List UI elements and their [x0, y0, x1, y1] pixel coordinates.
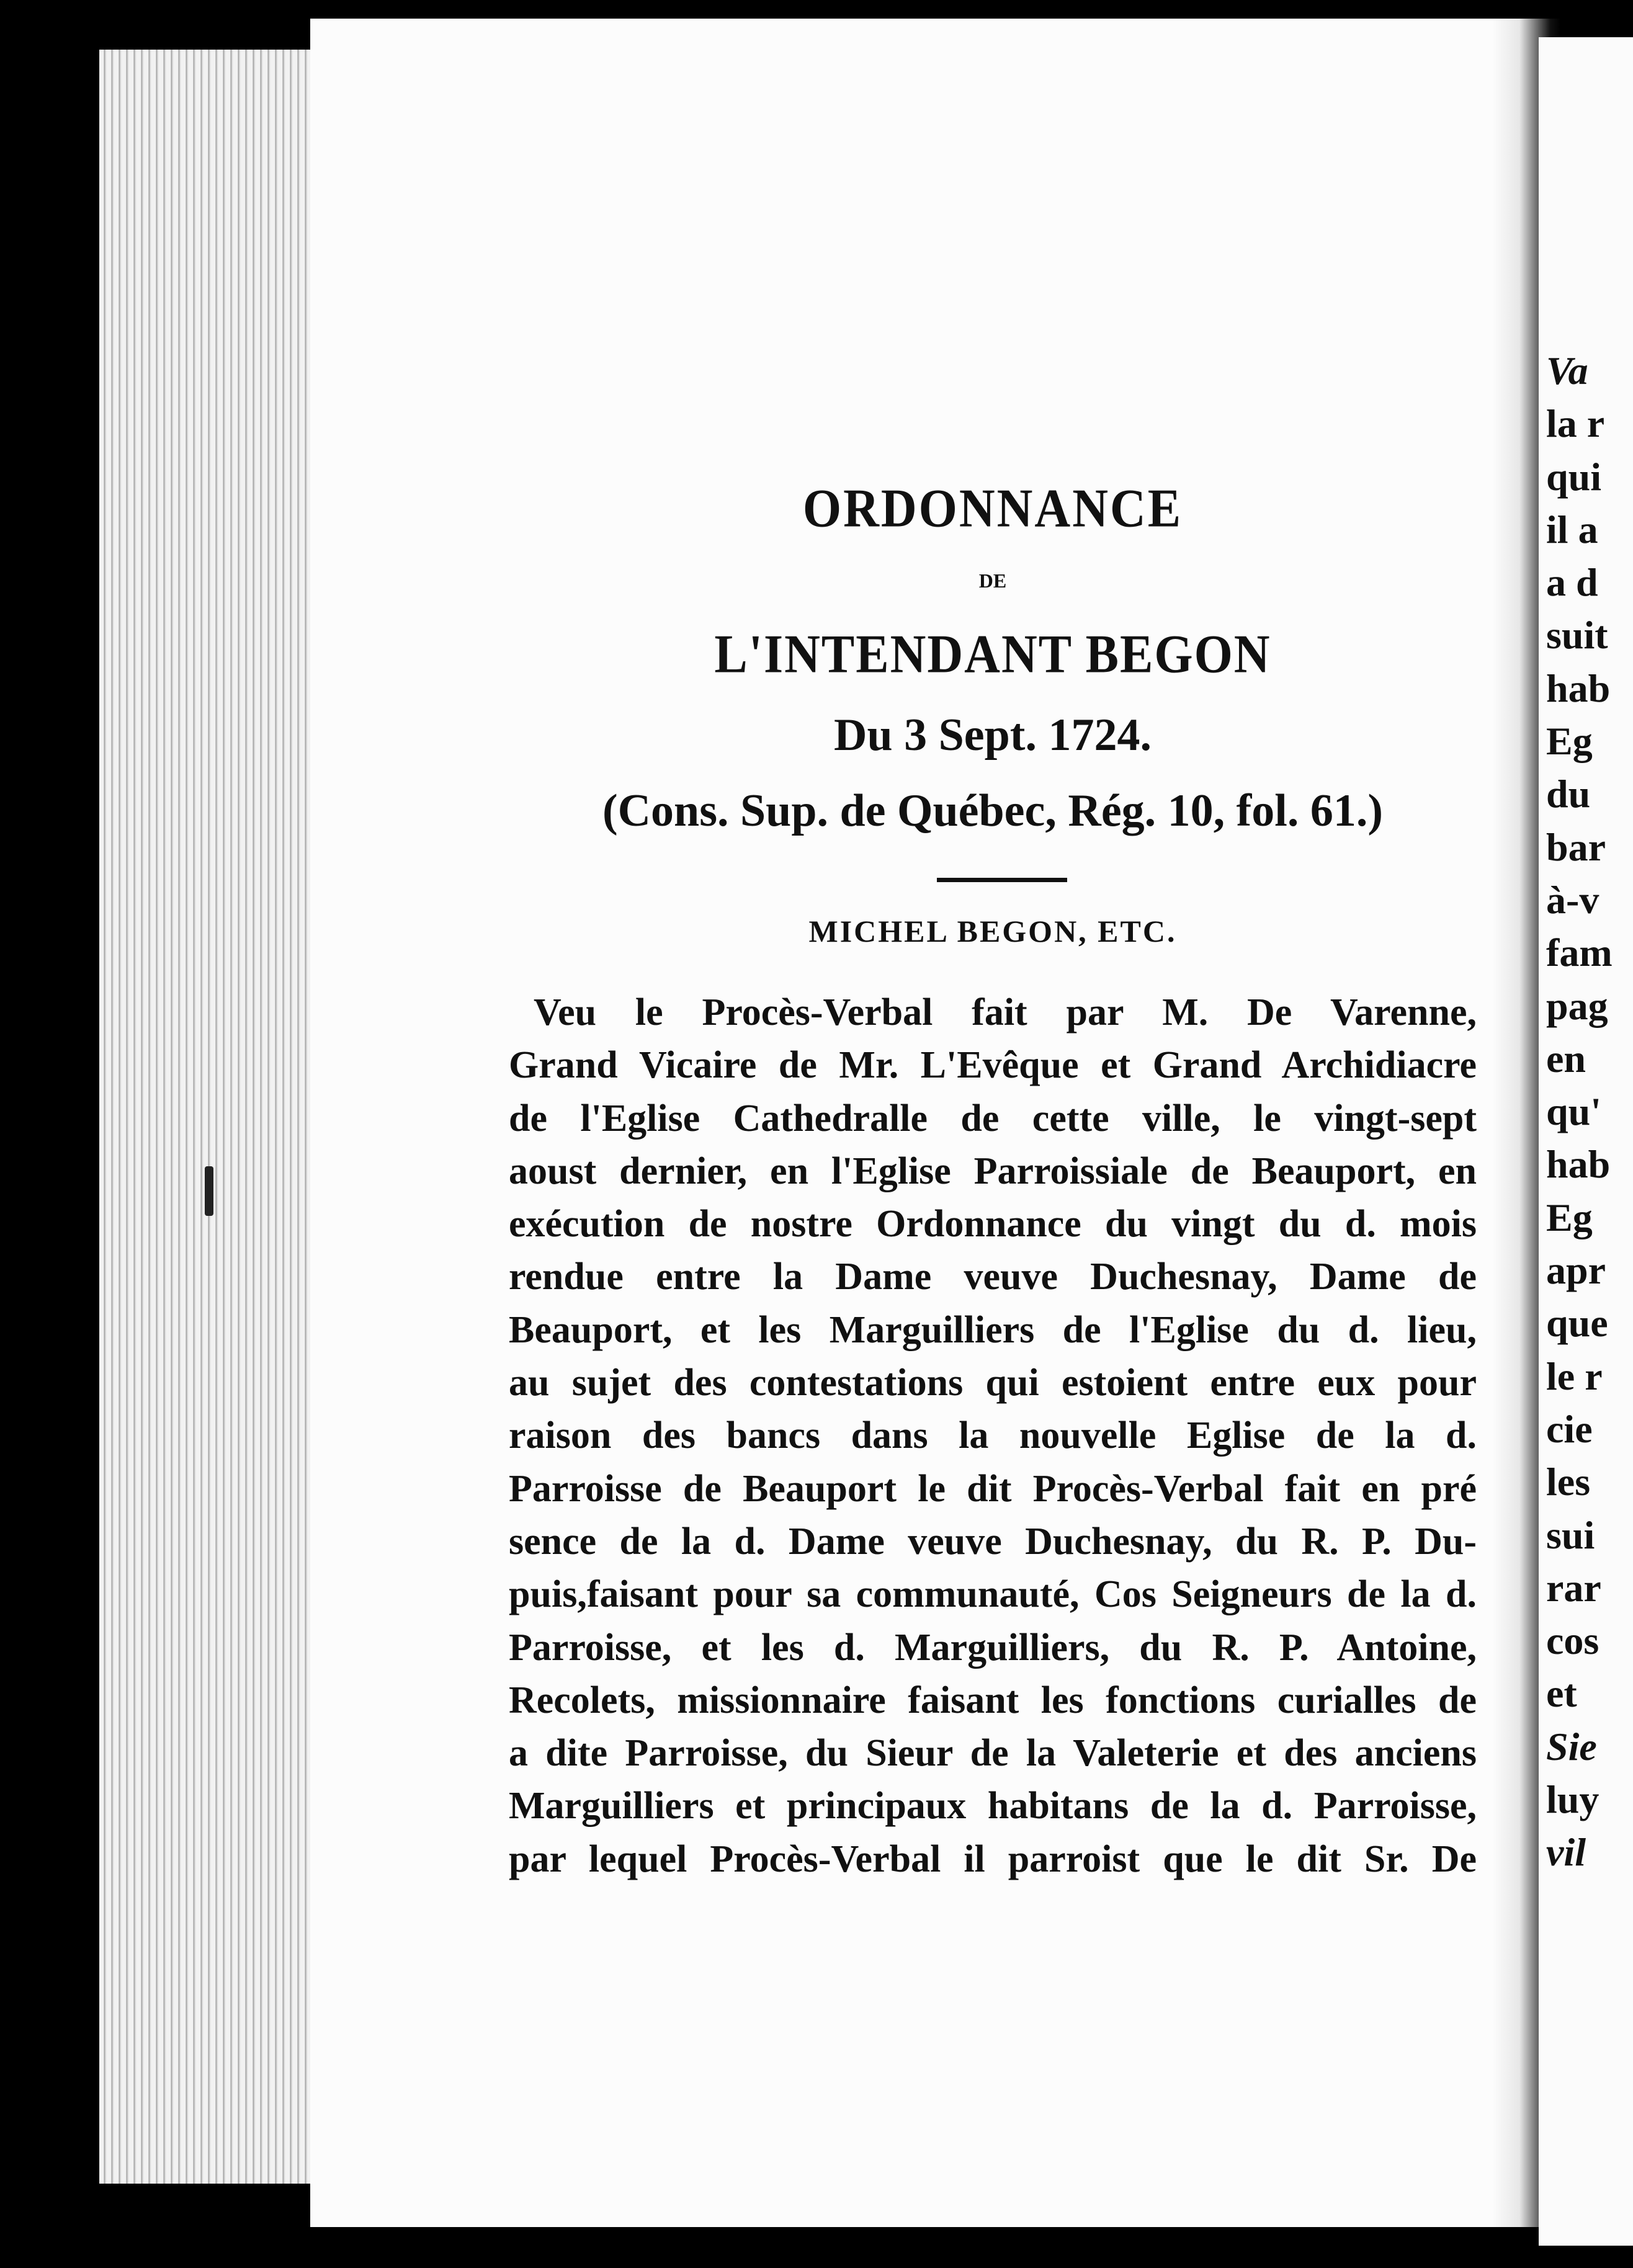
right-page-fragment: suit	[1546, 613, 1608, 658]
right-page-fragment: qui	[1546, 454, 1601, 499]
right-page-fragment: pag	[1546, 983, 1608, 1028]
right-page-fragment: qu'	[1546, 1089, 1601, 1134]
document-date: Du 3 Sept. 1724.	[834, 710, 1152, 761]
document-subtitle: L'INTENDANT BEGON	[714, 624, 1271, 685]
right-page-fragment: Eg	[1546, 1195, 1593, 1239]
right-page-fragment: les	[1546, 1460, 1591, 1504]
right-page-fragment: Sie	[1546, 1724, 1597, 1769]
right-page-fragment: cos	[1546, 1618, 1599, 1663]
body-line: Beauport, et les Marguilliers de l'Eglise du d. lieu,	[509, 1308, 1477, 1351]
right-page-fragments	[1546, 344, 1613, 1879]
right-page-fragment: du	[1546, 772, 1591, 816]
right-page-fragment: Eg	[1546, 719, 1593, 764]
body-line: Recolets, missionnaire faisant les fonctions curialles de	[509, 1679, 1477, 1721]
body-line: Veu le Procès-Verbal fait par M. De Varenne,	[534, 991, 1477, 1034]
right-page-fragment: rar	[1546, 1565, 1601, 1610]
body-line: Marguilliers et principaux habitans de la d. Parroisse,	[509, 1785, 1477, 1828]
body-line: aoust dernier, en l'Eglise Parroissiale de Beauport, en	[509, 1150, 1477, 1192]
page-marker	[205, 1166, 213, 1216]
right-page-fragment: fam	[1546, 931, 1613, 975]
right-page-fragment: luy	[1546, 1777, 1599, 1822]
body-line: a dite Parroisse, du Sieur de la Valeterie et des anciens	[509, 1732, 1477, 1775]
document-body	[509, 986, 1477, 1886]
body-line: au sujet des contestations qui estoient entre eux pour	[509, 1362, 1477, 1404]
body-line: sence de la d. Dame veuve Duchesnay, du R. P. Du-	[509, 1520, 1477, 1563]
right-page-fragment: Va	[1546, 349, 1588, 393]
document-reference: (Cons. Sup. de Québec, Rég. 10, fol. 61.)	[602, 785, 1384, 836]
right-page-fragment: la r	[1546, 401, 1605, 446]
right-page-fragment: vil	[1546, 1830, 1586, 1875]
body-line: de l'Eglise Cathedralle de cette ville, le vingt-sept	[509, 1097, 1477, 1140]
right-page-fragment: à-v	[1546, 877, 1599, 922]
book-fore-edge	[99, 50, 310, 2184]
body-line: Grand Vicaire de Mr. L'Evêque et Grand Archidiacre	[509, 1044, 1477, 1087]
body-line: par lequel Procès-Verbal il parroist que le dit Sr. De	[509, 1837, 1477, 1880]
title-rule	[937, 878, 1067, 882]
right-page-fragment: a d	[1546, 560, 1598, 605]
body-line: Parroisse de Beauport le dit Procès-Verbal fait en pré	[509, 1467, 1477, 1510]
right-page-fragment: bar	[1546, 824, 1606, 869]
body-line: rendue entre la Dame veuve Duchesnay, Dame de	[509, 1256, 1477, 1298]
right-page-fragment: il a	[1546, 507, 1598, 551]
right-page-fragment: le r	[1546, 1354, 1603, 1398]
right-page-fragment: sui	[1546, 1512, 1595, 1557]
right-page-fragment: en	[1546, 1036, 1586, 1081]
body-line: raison des bancs dans la nouvelle Eglise de la d.	[509, 1414, 1477, 1457]
body-line: exécution de nostre Ordonnance du vingt du d. mois	[509, 1203, 1477, 1246]
right-page-fragment: hab	[1546, 1142, 1611, 1187]
right-page-fragment: hab	[1546, 666, 1611, 710]
right-page-fragment: que	[1546, 1301, 1608, 1346]
document-signer: MICHEL BEGON, ETC.	[808, 914, 1177, 949]
document-title-connector: DE	[978, 569, 1007, 592]
right-page-fragment: apr	[1546, 1248, 1606, 1293]
right-page-fragment: et	[1546, 1671, 1577, 1716]
body-line: puis,faisant pour sa communauté, Cos Seigneurs de la d.	[509, 1573, 1477, 1616]
right-page-fragment: cie	[1546, 1406, 1593, 1451]
body-line: Parroisse, et les d. Marguilliers, du R. P. Antoine,	[509, 1626, 1477, 1669]
document-title: ORDONNANCE	[802, 478, 1183, 539]
